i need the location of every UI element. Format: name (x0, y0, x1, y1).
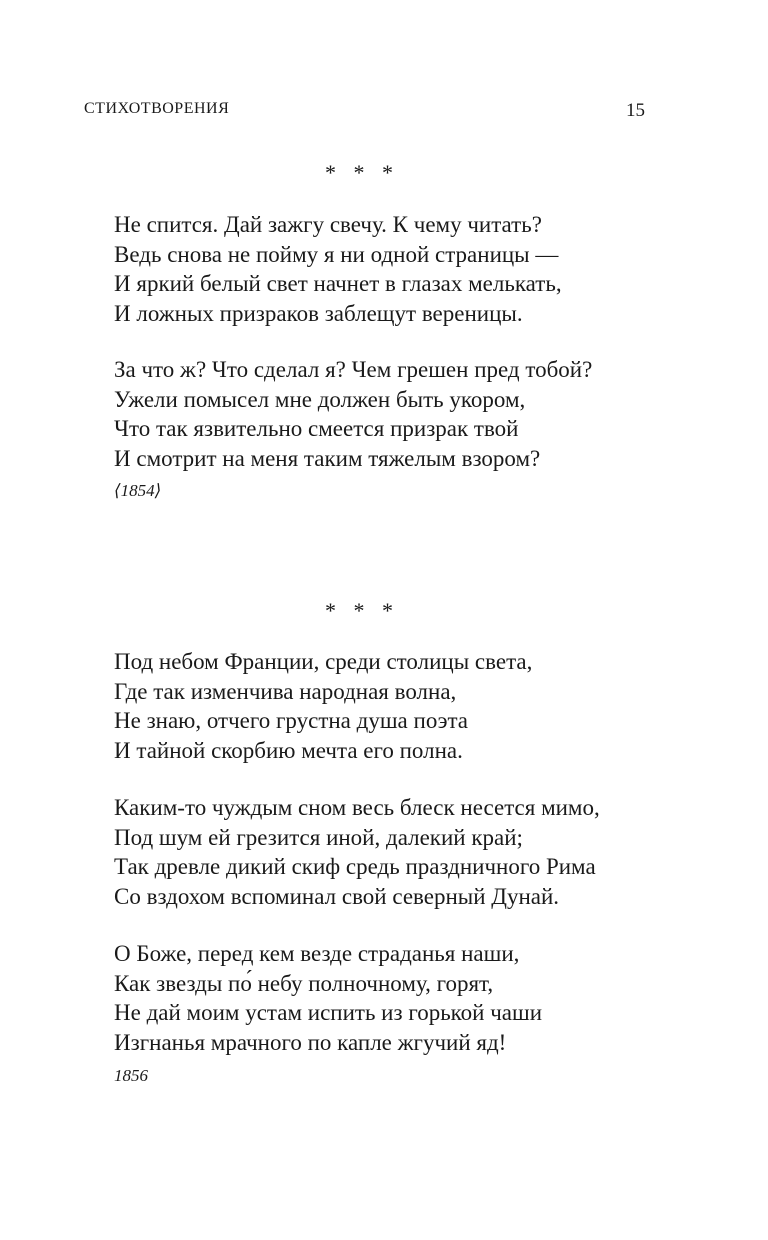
verse-line: Не знаю, отчего грустна душа поэта (114, 708, 469, 733)
running-title: СТИХОТВОРЕНИЯ (84, 100, 230, 117)
poem-2-date: 1856 (114, 1066, 148, 1085)
verse-line: О Боже, перед кем везде страданья наши, (114, 941, 520, 966)
verse-line: Под шум ей грезится иной, далекий край; (114, 824, 523, 850)
poem-1-stanza-1 (114, 210, 562, 328)
poem-2-stanza-2 (114, 793, 600, 911)
poem-2-stanza-1 (114, 647, 532, 765)
verse-line: Ужели помысел мне должен быть укором, (114, 386, 526, 412)
verse-line: И яркий белый свет начнет в глазах мелькать, (114, 271, 562, 296)
verse-line: Так древле дикий скиф средь праздничного Рима (114, 854, 596, 879)
poem-1-stanza-2 (114, 355, 592, 473)
verse-line: Ведь снова не пойму я ни одной страницы — (114, 241, 559, 267)
verse-line: И смотрит на меня таким тяжелым взором? (114, 445, 541, 471)
verse-line: Каким-то чуждым сном весь блеск несется мимо, (114, 795, 600, 820)
verse-line: Изгнанья мрачного по капле жгучий яд! (114, 1029, 507, 1055)
poem-1-separator: * * * (325, 160, 399, 185)
verse-line: Как звезды по́ небу полночному, горят, (114, 970, 494, 996)
verse-line: Где так изменчива народная волна, (114, 678, 457, 704)
verse-line: Под небом Франции, среди столицы света, (114, 649, 533, 674)
page-number: 15 (626, 100, 645, 121)
verse-line: Что так язвительно смеется призрак твой (114, 416, 519, 441)
verse-line: Со вздохом вспоминал свой северный Дунай. (114, 883, 560, 909)
verse-line: Не дай моим устам испить из горькой чаши (114, 1000, 543, 1025)
verse-line: И ложных призраков заблещут вереницы. (114, 300, 523, 326)
poem-2-stanza-3 (114, 939, 542, 1057)
verse-line: Не спится. Дай зажгу свечу. К чему читать? (114, 212, 542, 237)
poem-2-separator: * * * (325, 598, 399, 623)
verse-line: И тайной скорбию мечта его полна. (114, 737, 463, 763)
poem-1-date: ⟨1854⟩ (114, 481, 162, 500)
verse-line: За что ж? Что сделал я? Чем грешен пред тобой? (114, 357, 593, 382)
